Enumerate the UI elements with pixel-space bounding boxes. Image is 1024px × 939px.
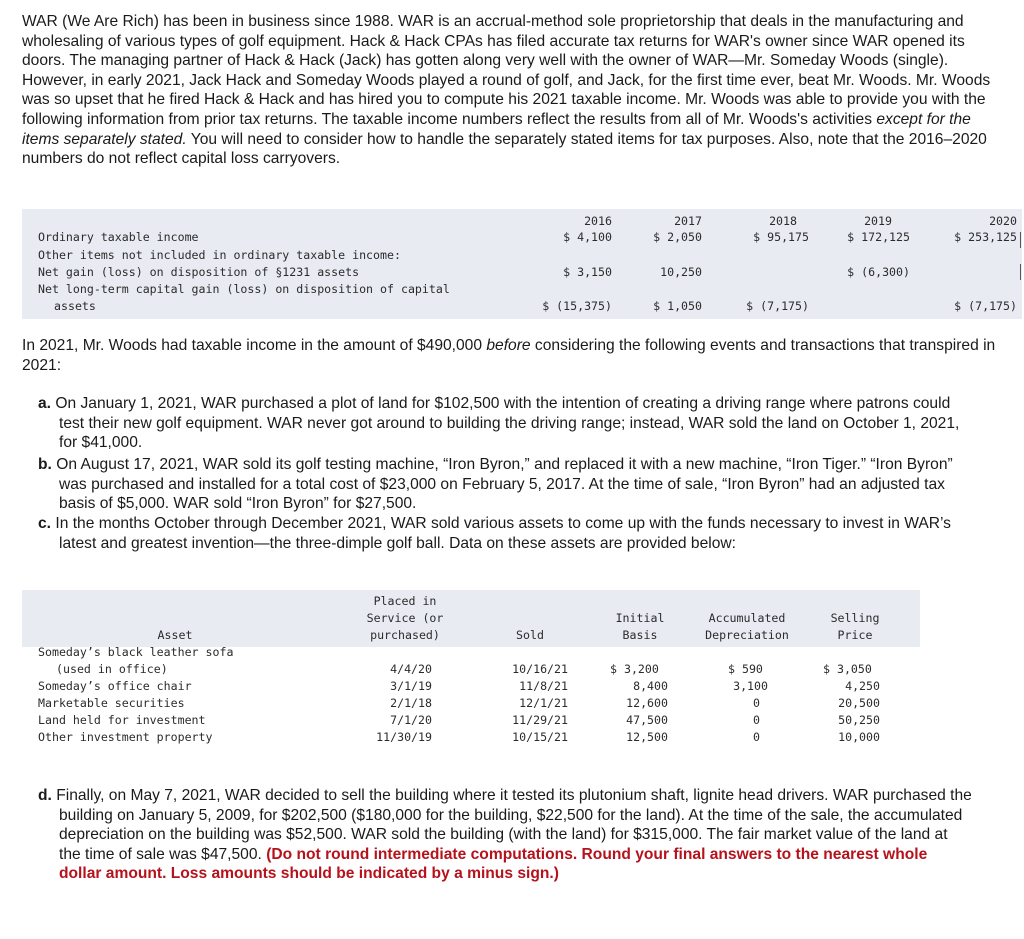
- row-label-ltcg-2: assets: [54, 299, 96, 313]
- item-a-text: On January 1, 2021, WAR purchased a plot of land for $102,500 with the intention of creating a driving range where patrons could test their new golf equipment. WAR never got around to building the driving range; instead, WAR sold the land on October 1, 2021, for $41,000.: [55, 395, 960, 452]
- ltcg-2016: $ (15,375): [542, 299, 612, 313]
- asset-row-4-accum: 0: [753, 713, 760, 727]
- asset-row-1-name-2: (used in office): [56, 662, 168, 676]
- asset-row-1-sold: 10/16/21: [512, 662, 568, 676]
- col-header-placed-1: Placed in: [373, 594, 437, 608]
- row-label-ordinary: Ordinary taxable income: [38, 230, 199, 244]
- col-header-placed-3: purchased): [370, 628, 440, 642]
- asset-row-3-price: 20,500: [838, 696, 880, 710]
- asset-row-3-sold: 12/1/21: [519, 696, 568, 710]
- row-label-other-items: Other items not included in ordinary taxable income:: [38, 248, 401, 262]
- item-c-label: c.: [38, 515, 52, 532]
- ltcg-2017: $ 1,050: [653, 299, 702, 313]
- ordinary-2019: $ 172,125: [847, 230, 910, 244]
- table-edge-mark: [1020, 264, 1021, 280]
- item-d: [38, 786, 973, 884]
- s1231-2016: $ 3,150: [563, 265, 612, 279]
- ltcg-2018: $ (7,175): [746, 299, 809, 313]
- asset-row-1-price: $ 3,050: [823, 662, 872, 676]
- asset-row-4-name: Land held for investment: [38, 713, 206, 727]
- col-header-initial-1: Initial: [615, 611, 665, 625]
- year-header-2019: 2019: [864, 214, 892, 228]
- asset-row-4-placed: 7/1/20: [390, 713, 432, 727]
- item-b-label: b.: [38, 456, 52, 473]
- year-header-2017: 2017: [674, 214, 702, 228]
- asset-row-1-basis: $ 3,200: [610, 662, 659, 676]
- ordinary-2017: $ 2,050: [653, 230, 702, 244]
- ordinary-2018: $ 95,175: [753, 230, 809, 244]
- mid-text: In 2021, Mr. Woods had taxable income in the amount of $490,000: [22, 337, 487, 354]
- asset-row-1-accum: $ 590: [728, 662, 763, 676]
- ordinary-2020: $ 253,125: [954, 230, 1017, 244]
- item-a: [38, 394, 973, 453]
- mid-text-2: considering the following events and transactions that transpired in 2021:: [22, 337, 996, 374]
- item-d-label: d.: [38, 787, 52, 804]
- rounding-instructions: (Do not round intermediate computations. Round your final answers to the nearest whole dollar amount. Loss amounts should be indicated by a minus sign.): [59, 845, 928, 883]
- asset-row-1-name: Someday’s black leather sofa: [38, 645, 234, 659]
- asset-row-4-sold: 11/29/21: [512, 713, 568, 727]
- year-header-2018: 2018: [769, 214, 797, 228]
- s1231-2019: $ (6,300): [847, 265, 910, 279]
- asset-row-2-name: Someday’s office chair: [38, 679, 192, 693]
- asset-row-5-basis: 12,500: [626, 730, 668, 744]
- asset-row-5-placed: 11/30/19: [376, 730, 432, 744]
- asset-row-2-basis: 8,400: [633, 679, 668, 693]
- asset-row-5-price: 10,000: [838, 730, 880, 744]
- item-a-label: a.: [38, 395, 52, 412]
- col-header-asset: Asset: [157, 628, 193, 642]
- asset-row-5-accum: 0: [753, 730, 760, 744]
- asset-row-4-basis: 47,500: [626, 713, 668, 727]
- asset-row-3-placed: 2/1/18: [390, 696, 432, 710]
- intro-paragraph: [22, 12, 1007, 169]
- asset-row-1-placed: 4/4/20: [390, 662, 432, 676]
- item-b-text: On August 17, 2021, WAR sold its golf testing machine, “Iron Byron,” and replaced it with a new machine, “Iron Tiger.” “Iron Byron” was purchased and installed for a total cost of $23,000 on February 5, 2017. At the time of sale, “Iron Byron” had an adjusted tax basis of $5,000. WAR sold “Iron Byron” for $27,500.: [56, 456, 953, 513]
- asset-row-4-price: 50,250: [838, 713, 880, 727]
- ordinary-2016: $ 4,100: [563, 230, 612, 244]
- mid-paragraph: [22, 336, 1007, 375]
- col-header-initial-2: Basis: [622, 628, 658, 642]
- intro-text: WAR (We Are Rich) has been in business since 1988. WAR is an accrual-method sole proprietorship that deals in the manufacturing and wholesaling of various types of golf equipment. Hack & Hack CPAs has filed accurate tax returns for WAR's owner since WAR opened its doors. The managing partner of Hack & Hack (Jack) has gotten along very well with the owner of WAR—Mr. Someday Woods (single). However, in early 2021, Jack Hack and Someday Woods played a round of golf, and Jack, for the first time ever, beat Mr. Woods. Mr. Woods was so upset that he fired Hack & Hack and has hired you to compute his 2021 taxable income. Mr. Woods was able to provide you with the following information from prior tax returns. The taxable income numbers reflect the results from all of Mr. Woods's activities: [22, 13, 991, 128]
- asset-row-2-sold: 11/8/21: [519, 679, 568, 693]
- asset-row-3-name: Marketable securities: [38, 696, 185, 710]
- asset-row-5-sold: 10/15/21: [512, 730, 568, 744]
- mid-italic: before: [486, 337, 531, 354]
- year-header-2020: 2020: [989, 214, 1017, 228]
- year-header-2016: 2016: [584, 214, 612, 228]
- item-d-text: Finally, on May 7, 2021, WAR decided to sell the building where it tested its plutonium shaft, lignite head drivers. WAR purchased the building on January 5, 2009, for $202,500 ($180,000 for the building, $22,500 for the land). At the time of the sale, the accumulated depreciation on the building was $52,500. WAR sold the building (with the land) for $315,000. The fair market value of the land at the time of sale was $47,500.: [56, 787, 972, 863]
- row-label-1231: Net gain (loss) on disposition of §1231 assets: [38, 265, 360, 279]
- item-c: [38, 514, 973, 553]
- col-header-accum-1: Accumulated: [708, 611, 786, 625]
- intro-italic: except for the items separately stated.: [22, 110, 971, 148]
- col-header-selling-1: Selling: [830, 611, 880, 625]
- col-header-sold: Sold: [516, 628, 544, 642]
- table-edge-mark: [1020, 232, 1021, 248]
- asset-row-3-basis: 12,600: [626, 696, 668, 710]
- col-header-selling-2: Price: [837, 628, 873, 642]
- s1231-2017: 10,250: [660, 265, 702, 279]
- asset-row-2-price: 4,250: [845, 679, 880, 693]
- ltcg-2020: $ (7,175): [954, 299, 1017, 313]
- asset-row-3-accum: 0: [753, 696, 760, 710]
- asset-row-5-name: Other investment property: [38, 730, 213, 744]
- col-header-accum-2: Depreciation: [705, 628, 789, 642]
- row-label-ltcg: Net long-term capital gain (loss) on disposition of capital: [38, 282, 450, 296]
- item-b: [38, 455, 973, 514]
- asset-row-2-accum: 3,100: [733, 679, 768, 693]
- item-c-text: In the months October through December 2021, WAR sold various assets to come up with the funds necessary to invest in WAR’s latest and greatest invention—the three-dimple golf ball. Data on these assets are provided below:: [55, 515, 951, 552]
- col-header-placed-2: Service (or: [366, 611, 444, 625]
- intro-text-2: You will need to consider how to handle the separately stated items for tax purposes. Also, note that the 2016–2020 numbers do not reflect capital loss carryovers.: [22, 130, 987, 168]
- asset-row-2-placed: 3/1/19: [390, 679, 432, 693]
